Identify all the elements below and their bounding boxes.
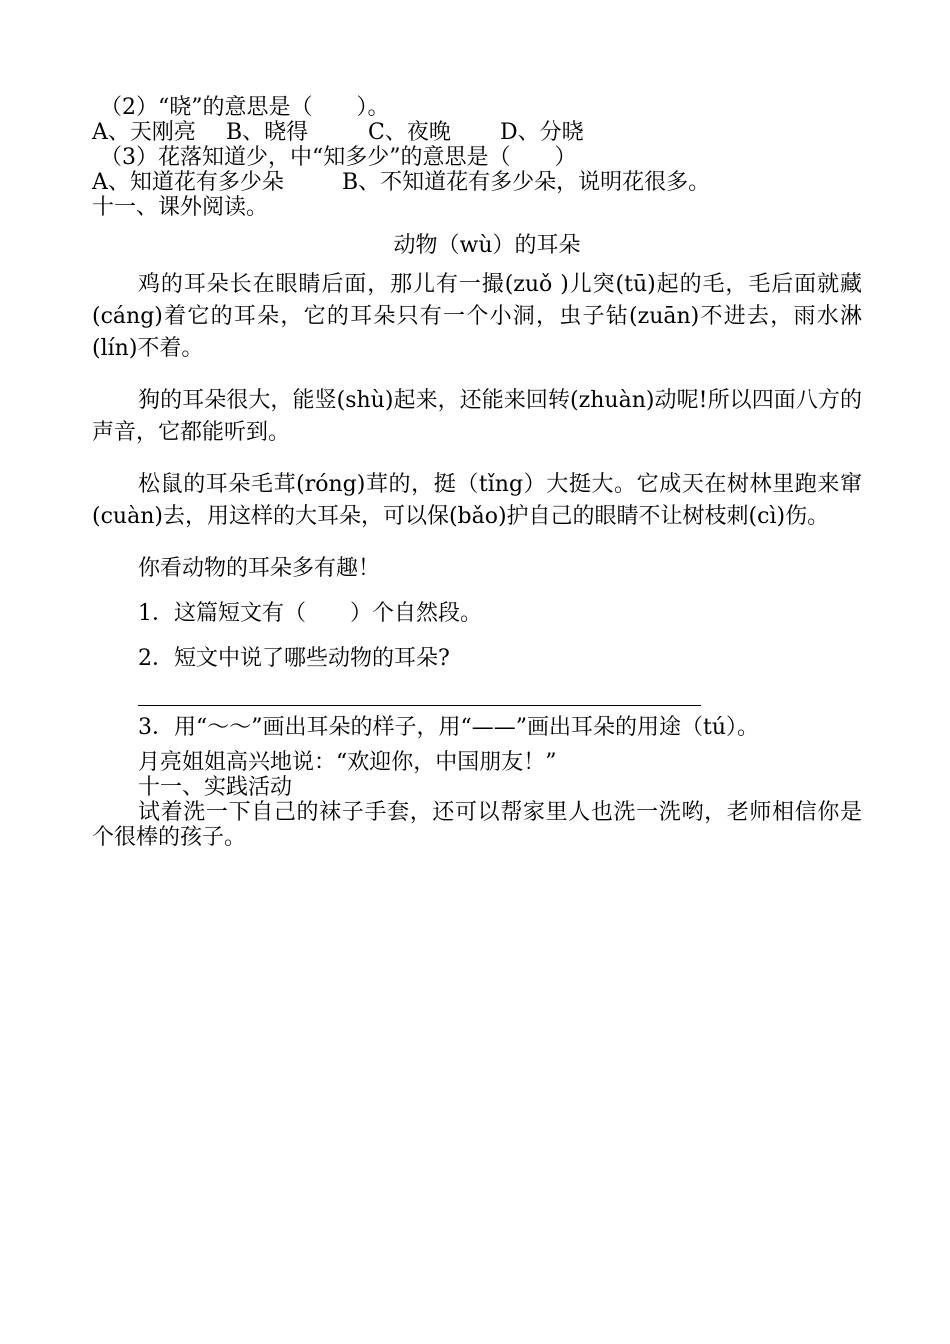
question-2-options <box>92 120 862 145</box>
option-a: A、知道花有多少朵 <box>92 170 284 195</box>
question-animals: 2．短文中说了哪些动物的耳朵? <box>138 646 450 671</box>
passage-paragraph: 你看动物的耳朵多有趣！ <box>138 556 381 581</box>
section-heading-reading: 十一、课外阅读。 <box>92 195 269 220</box>
passage-paragraph: 鸡的耳朵长在眼睛后面，那儿有一撮(zuǒ )儿突(tū)起的毛，毛后面就藏(cáng)着它的耳朵，它的耳朵只有一个小洞，虫子钻(zuān)不进去，雨水淋(lín)不着。 <box>92 272 862 361</box>
worksheet-page <box>92 95 862 850</box>
answer-line <box>138 705 701 706</box>
practice-text: 试着洗一下自己的袜子手套，还可以帮家里人也洗一洗哟，老师相信你是个很棒的孩子。 <box>92 800 862 850</box>
question-paragraph-count: 1．这篇短文有（ ）个自然段。 <box>138 601 482 626</box>
question-3: （3）花落知道少，中“知多少”的意思是（ ） <box>100 145 577 170</box>
question-2: （2）“晓”的意思是（ ）。 <box>100 95 390 120</box>
passage-title: 动物（wù）的耳朵 <box>393 233 581 258</box>
option-b: B、晓得 <box>226 120 309 145</box>
passage-paragraph: 松鼠的耳朵毛茸(róng)茸的，挺（tǐng）大挺大。它成天在树林里跑来窜(cuàn)去，用这样的大耳朵，可以保(bǎo)护自己的眼睛不让树枝刺(cì)伤。 <box>92 472 862 529</box>
option-b: B、不知道花有多少朵，说明花很多。 <box>342 170 711 195</box>
section-heading-practice: 十一、实践活动 <box>138 775 293 800</box>
question-mark-lines: 3．用“～～”画出耳朵的样子，用“——”画出耳朵的用途（tú）。 <box>138 715 759 740</box>
option-d: D、分晓 <box>500 120 584 145</box>
option-c: C、夜晚 <box>368 120 451 145</box>
moon-sentence: 月亮姐姐高兴地说：“欢迎你，中国朋友！” <box>138 750 557 775</box>
question-3-options <box>92 170 862 195</box>
option-a: A、天刚亮 <box>92 120 196 145</box>
passage-paragraph: 狗的耳朵很大，能竖(shù)起来，还能来回转(zhuàn)动呢!所以四面八方的声音，它都能听到。 <box>92 388 862 445</box>
